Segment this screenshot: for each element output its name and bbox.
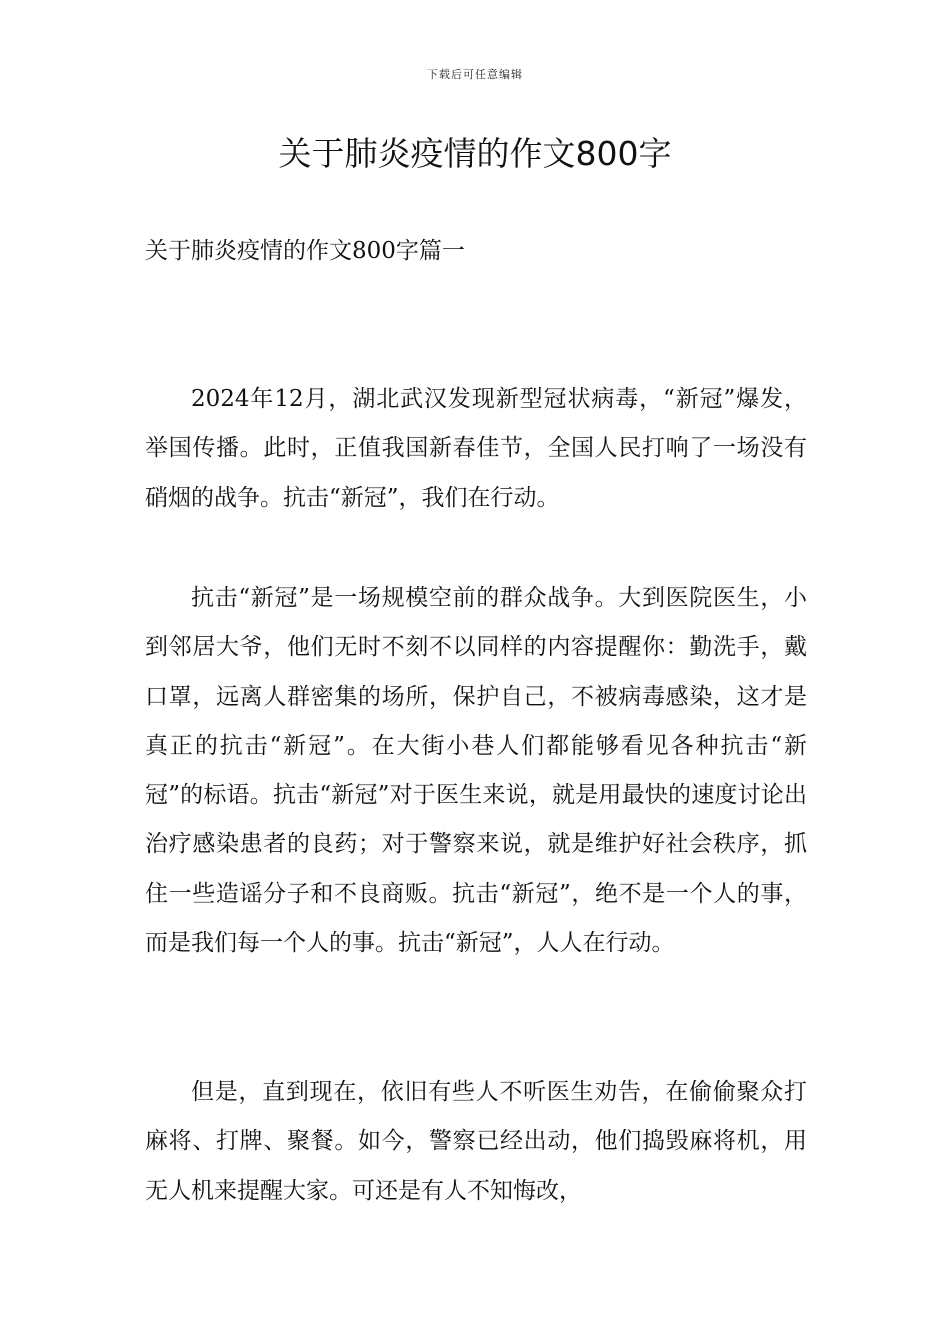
document-title: 关于肺炎疫情的作文800字 [278,134,672,173]
header-note: 下载后可任意编辑 [427,68,523,81]
paragraph-3: 但是，直到现在，依旧有些人不听医生劝告，在偷偷聚众打麻将、打牌、聚餐。如今，警察已经出动，他们捣毁麻将机，用无人机来提醒大家。可还是有人不知悔改， [145,1079,807,1204]
paragraph-2: 抗击“新冠”是一场规模空前的群众战争。大到医院医生，小到邻居大爷，他们无时不刻不以同样的内容提醒你：勤洗手，戴口罩，远离人群密集的场所，保护自己，不被病毒感染，这才是真正的抗击“新冠”。在大街小巷人们都能够看见各种抗击“新冠”的标语。抗击“新冠”对于医生来说，就是用最快的速度讨论出治疗感染患者的良药；对于警察来说，就是维护好社会秩序，抓住一些造谣分子和不良商贩。抗击“新冠”，绝不是一个人的事，而是我们每一个人的事。抗击“新冠”，人人在行动。 [145,585,807,957]
paragraph-1: 2024年12月，湖北武汉发现新型冠状病毒，“新冠”爆发，举国传播。此时，正值我国新春佳节，全国人民打响了一场没有硝烟的战争。抗击“新冠”，我们在行动。 [145,386,807,511]
section-subtitle: 关于肺炎疫情的作文800字篇一 [145,238,465,264]
